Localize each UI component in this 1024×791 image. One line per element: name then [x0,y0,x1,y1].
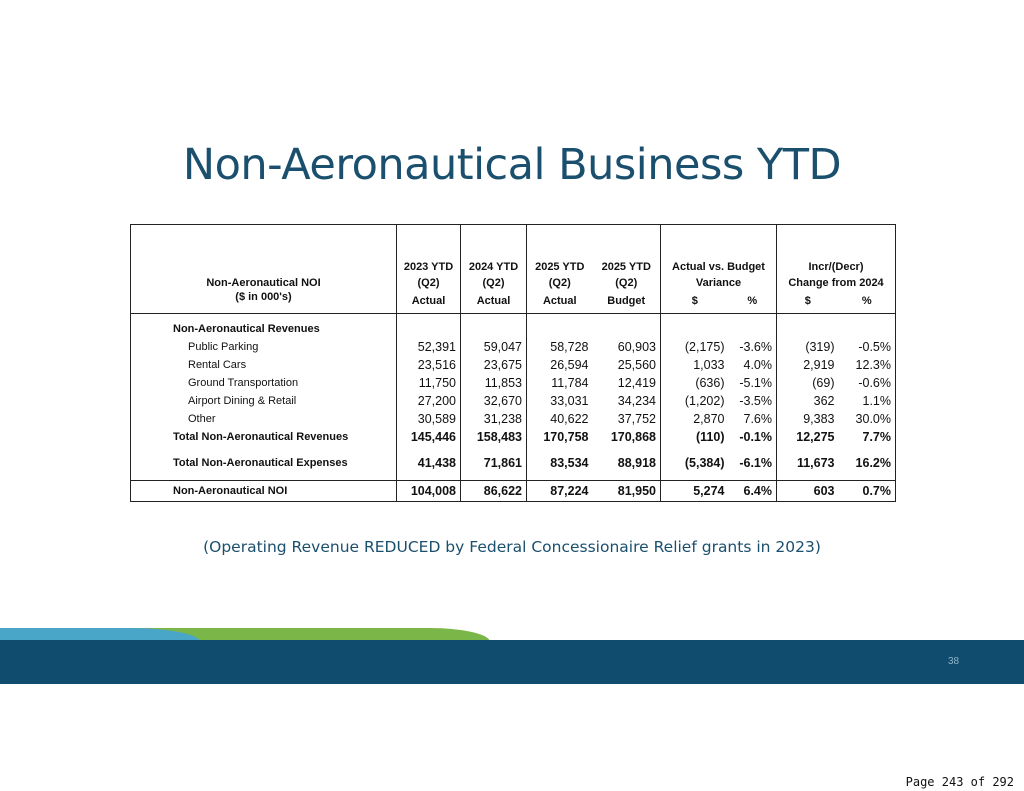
cell: 362 [813,394,835,408]
cell: 11,853 [461,374,527,392]
change-header-line1: Incr/(Decr) [808,261,864,273]
col-2025a-line2: (Q2) [548,277,571,289]
cell: 5,274 [661,481,729,502]
cell: 30,589 [397,410,461,428]
cell: 11,784 [551,376,589,390]
cell: 34,234 [593,392,661,410]
change-pct-header: % [839,289,896,314]
change-dollar-header: $ [777,289,839,314]
cell: 104,008 [397,481,461,502]
noi-row [131,481,896,502]
cell: 12,275 [796,430,835,444]
cell: 4.0% [729,356,777,374]
cell: 31,238 [461,410,527,428]
cell: 11,673 [796,456,835,470]
col-2025a-line1: 2025 YTD [535,261,585,273]
cell: 41,438 [397,454,461,472]
cell: -0.6% [858,376,891,390]
cell: 11,750 [397,374,461,392]
cell: -0.5% [858,340,891,354]
cell: (69) [812,376,835,390]
cell: 87,224 [527,481,593,502]
cell: (2,175) [684,340,725,354]
footer-band [0,640,1024,684]
col-2023-line2: (Q2) [397,273,461,289]
row-label: Ground Transportation [131,374,397,392]
cell: 37,752 [593,410,661,428]
cell: 88,918 [593,454,661,472]
table-row [131,374,896,392]
variance-header-line1: Actual vs. Budget [661,257,777,273]
col-2025a-line3: Actual [527,289,593,314]
cell: 7.6% [729,410,777,428]
cell: 603 [777,481,839,502]
cell: -5.1% [729,374,777,392]
total-expenses-row [131,454,896,472]
cell: 26,594 [550,358,589,372]
cell: 170,868 [593,428,661,446]
row-label: Rental Cars [131,356,397,374]
cell: 59,047 [461,338,527,356]
cell: -0.1% [729,428,777,446]
cell: 71,861 [461,454,527,472]
cell: 30.0% [855,412,891,426]
cell: 12.3% [855,358,891,372]
cell: 40,622 [550,412,589,426]
variance-pct-header: % [729,289,777,314]
cell: (5,384) [684,456,725,470]
noi-table [130,224,896,502]
table-row [131,410,896,428]
row-label: Total Non-Aeronautical Revenues [131,428,397,446]
col-2024-line1: 2024 YTD [461,257,527,273]
cell: (1,202) [684,394,725,408]
cell: 7.7% [862,430,891,444]
cell: 12,419 [593,374,661,392]
cell: 145,446 [397,428,461,446]
variance-dollar-header: $ [661,289,729,314]
col-2025b-line2: (Q2) [593,273,661,289]
total-revenues-row [131,428,896,446]
table-header-label: Non-Aeronautical NOI [131,273,397,289]
row-label: Non-Aeronautical NOI [131,481,397,502]
cell: 27,200 [397,392,461,410]
row-label: Airport Dining & Retail [131,392,397,410]
cell: 158,483 [461,428,527,446]
cell: -3.6% [729,338,777,356]
cell: 60,903 [593,338,661,356]
cell: 0.7% [839,481,896,502]
cell: 170,758 [543,430,589,444]
table-header-sublabel: ($ in 000's) [131,289,397,314]
cell: 16.2% [855,456,891,470]
section-label: Non-Aeronautical Revenues [131,314,397,339]
cell: 25,560 [593,356,661,374]
footnote: (Operating Revenue REDUCED by Federal Concessionaire Relief grants in 2023) [203,538,821,556]
table-row [131,356,896,374]
cell: 58,728 [550,340,589,354]
cell: 86,622 [461,481,527,502]
cell: 81,950 [593,481,661,502]
cell: -6.1% [729,454,777,472]
row-label: Public Parking [131,338,397,356]
col-2025b-line1: 2025 YTD [593,257,661,273]
slide-number: 38 [948,656,960,667]
cell: 2,870 [693,412,725,426]
cell: 6.4% [729,481,777,502]
cell: (636) [695,376,725,390]
change-header-line2: Change from 2024 [788,277,884,289]
variance-header-line2: Variance [661,273,777,289]
cell: 1.1% [862,394,891,408]
cell: -3.5% [729,392,777,410]
col-2024-line2: (Q2) [461,273,527,289]
table-row [131,338,896,356]
cell: (110) [696,430,725,444]
cell: 2,919 [803,358,835,372]
col-2023-line3: Actual [397,289,461,314]
row-label: Other [131,410,397,428]
col-2025b-line3: Budget [593,289,661,314]
col-2023-line1: 2023 YTD [397,257,461,273]
cell: 1,033 [693,358,725,372]
slide-title: Non-Aeronautical Business YTD [182,140,842,190]
table-row [131,392,896,410]
cell: 52,391 [397,338,461,356]
cell: 32,670 [461,392,527,410]
cell: (319) [805,340,835,354]
cell: 33,031 [550,394,589,408]
page-number: Page 243 of 292 [905,775,1014,789]
row-label: Total Non-Aeronautical Expenses [131,454,397,472]
cell: 23,675 [461,356,527,374]
cell: 83,534 [550,456,589,470]
cell: 9,383 [803,412,835,426]
col-2024-line3: Actual [461,289,527,314]
cell: 23,516 [397,356,461,374]
